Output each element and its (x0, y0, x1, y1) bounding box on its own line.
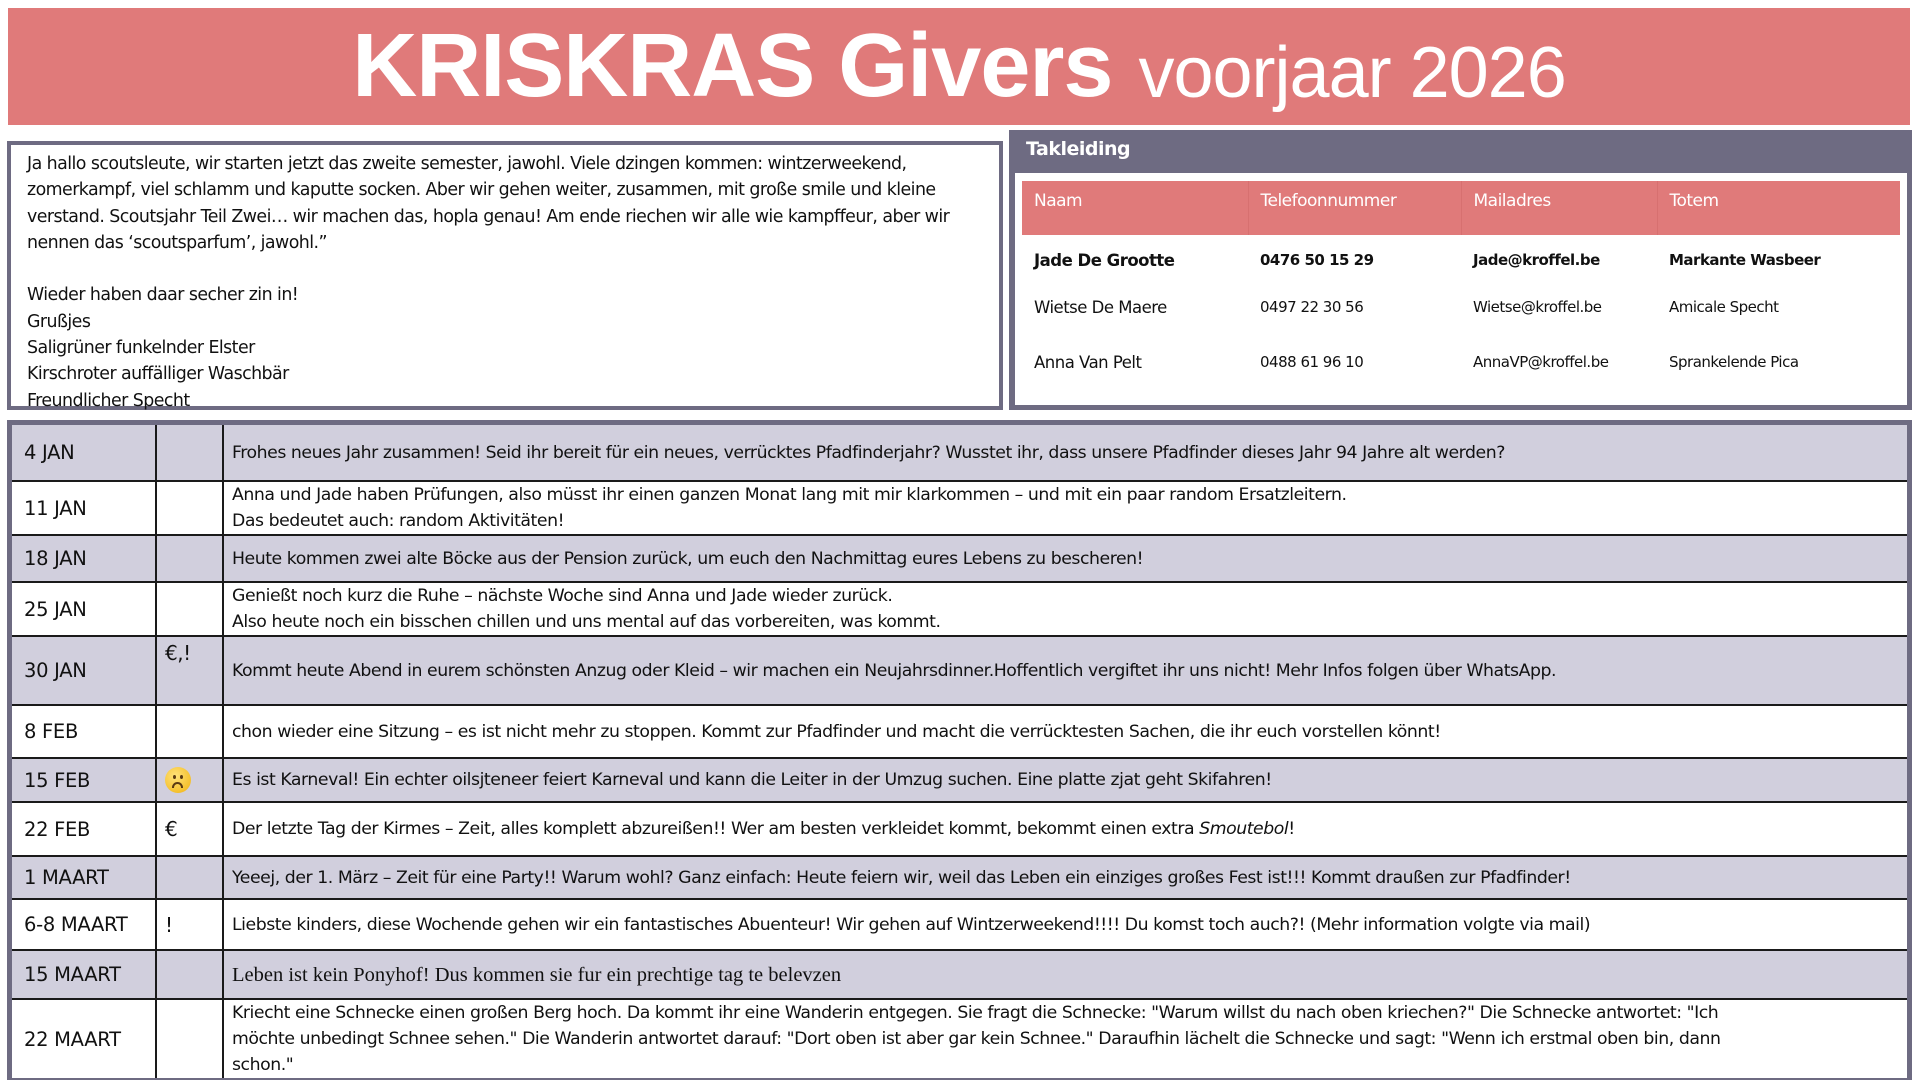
schedule-row (12, 899, 1907, 950)
euro-icon: € (156, 802, 223, 856)
euro-exclamation-icon: €,! (156, 636, 223, 705)
description-line: Anna und Jade haben Prüfungen, also müsst ihr einen ganzen Monat lang mit mir klarkommen – und mit ein paar random Ersatzleitern. (232, 485, 1347, 505)
description-emphasis: Smoutebol (1199, 819, 1289, 839)
schedule-icon-cell (156, 705, 223, 758)
schedule-description (223, 950, 1907, 999)
schedule-description (223, 425, 1907, 481)
schedule-icon-cell (156, 425, 223, 481)
leadership-header-row (1022, 181, 1900, 235)
description-line: Kriecht eine Schnecke einen großen Berg hoch. Da kommt ihr eine Wanderin entgegen. Sie fragt die Schnecke: "Warum willst du nach oben kriechen?" Die Schnecke antwortet: "Ich (232, 1003, 1719, 1023)
schedule-row (12, 999, 1907, 1078)
schedule-date: 6-8 MAART (12, 899, 156, 950)
schedule-description (223, 535, 1907, 582)
schedule-icon-cell (156, 950, 223, 999)
schedule-description (223, 999, 1907, 1078)
schedule-description (223, 856, 1907, 899)
schedule-description (223, 582, 1907, 636)
schedule-date: 22 FEB (12, 802, 156, 856)
leadership-table (1022, 181, 1900, 391)
leader-name: Jade De Grootte (1034, 250, 1175, 270)
schedule-icon-cell (156, 535, 223, 582)
leader-name: Anna Van Pelt (1034, 352, 1142, 372)
intro-paragraph: Ja hallo scoutsleute, wir starten jetzt das zweite semester, jawohl. Viele dzingen kommen: wintzerweekend, zomerkampf, viel schlamm und kaputte socken. Aber wir gehen weiter, zusammen, mit große smile und kleine verstand. Scoutsjahr Teil Zwei… wir machen das, hopla genau! Am ende riechen wir alle wie kampffeur, aber wir nennen das ‘scoutsparfum’, jawohl.” (27, 154, 955, 253)
page-header (8, 8, 1910, 125)
schedule-date: 30 JAN (12, 636, 156, 705)
description-text-end: ! (1288, 819, 1295, 839)
schedule-date: 15 MAART (12, 950, 156, 999)
schedule-description (223, 481, 1907, 535)
schedule-date: 22 MAART (12, 999, 156, 1078)
leader-email[interactable]: AnnaVP@kroffel.be (1473, 353, 1609, 371)
exclamation-icon: ! (156, 899, 223, 950)
schedule-row (12, 802, 1907, 856)
leader-name: Wietse De Maere (1034, 297, 1167, 317)
description-line: Liebste kinders, diese Wochende gehen wir ein fantastisches Abuenteur! Wir gehen auf Wintzerweekend!!!! Du komst toch auch?! (Mehr information volgte via mail) (232, 914, 1591, 935)
description-line: Also heute noch ein bisschen chillen und uns mental auf das vorbereiten, was kommt. (232, 612, 941, 632)
column-header-telefoonnummer: Telefoonnummer (1248, 181, 1461, 235)
schedule-row (12, 481, 1907, 535)
schedule-description (223, 899, 1907, 950)
schedule-date: 8 FEB (12, 705, 156, 758)
schedule-date: 25 JAN (12, 582, 156, 636)
leadership-table-container (1015, 173, 1907, 405)
schedule-table (12, 425, 1907, 1078)
description-line: chon wieder eine Sitzung – es ist nicht mehr zu stoppen. Kommt zur Pfadfinder und macht die verrücktesten Sachen, die ihr euch vorstellen könnt! (232, 721, 1441, 742)
schedule-icon-cell (156, 856, 223, 899)
description-line: Yeeej, der 1. März – Zeit für eine Party!! Warum wohl? Ganz einfach: Heute feiern wir, weil das Leben ein einziges großes Fest ist!!! Kommt draußen zur Pfadfinder! (232, 867, 1571, 888)
description-line: schon." (232, 1055, 294, 1075)
description-line: Es ist Karneval! Ein echter oilsjteneer feiert Karneval und kann die Leiter in der Umzug suchen. Eine platte zjat geht Skifahren! (232, 770, 1272, 790)
schedule-row (12, 582, 1907, 636)
intro-closing: Wieder haben daar secher zin in! (27, 285, 299, 306)
schedule-icon-cell (156, 999, 223, 1078)
frowning-face-icon (165, 767, 191, 793)
leader-row (1022, 333, 1900, 391)
schedule-icon-cell (156, 758, 223, 802)
leader-phone[interactable]: 0476 50 15 29 (1260, 251, 1374, 269)
leader-row (1022, 275, 1900, 333)
page-title: KRISKRAS Givers (352, 16, 1113, 116)
schedule-row (12, 636, 1907, 705)
schedule-row (12, 425, 1907, 481)
column-header-mailadres: Mailadres (1461, 181, 1657, 235)
schedule-date: 1 MAART (12, 856, 156, 899)
leader-email[interactable]: Wietse@kroffel.be (1473, 298, 1602, 316)
leader-phone[interactable]: 0497 22 30 56 (1260, 298, 1364, 316)
schedule-date: 18 JAN (12, 535, 156, 582)
schedule-date: 11 JAN (12, 481, 156, 535)
leader-totem: Markante Wasbeer (1669, 251, 1821, 269)
signature-3: Freundlicher Specht (27, 390, 190, 411)
schedule-row (12, 535, 1907, 582)
schedule-icon-cell (156, 481, 223, 535)
column-header-naam: Naam (1022, 181, 1248, 235)
description-line: Genießt noch kurz die Ruhe – nächste Woche sind Anna und Jade wieder zurück. (232, 586, 893, 606)
leader-totem: Amicale Specht (1669, 298, 1779, 316)
intro-text (27, 151, 992, 414)
signature-1: Saligrüner funkelnder Elster (27, 338, 255, 359)
leader-phone[interactable]: 0488 61 96 10 (1260, 353, 1364, 371)
schedule-table-container (7, 420, 1912, 1080)
leader-totem: Sprankelende Pica (1669, 353, 1799, 371)
description-line: Frohes neues Jahr zusammen! Seid ihr bereit für ein neues, verrücktes Pfadfinderjahr? Wusstet ihr, dass unsere Pfadfinder dieses Jahr 94 Jahre alt werden? (232, 442, 1505, 463)
page-subtitle: voorjaar 2026 (1138, 32, 1566, 113)
schedule-date: 4 JAN (12, 425, 156, 481)
schedule-icon-cell (156, 582, 223, 636)
column-header-totem: Totem (1657, 181, 1900, 235)
intro-greeting: Grußjes (27, 311, 91, 332)
description-text: Der letzte Tag der Kirmes – Zeit, alles komplett abzureißen!! Wer am besten verkleidet kommt, bekommt einen extra (232, 819, 1200, 839)
signature-2: Kirschroter auffälliger Waschbär (27, 364, 289, 385)
schedule-description (223, 758, 1907, 802)
description-line: Heute kommen zwei alte Böcke aus der Pension zurück, um euch den Nachmittag eures Lebens zu bescheren! (232, 548, 1144, 569)
schedule-description (223, 636, 1907, 705)
schedule-row (12, 758, 1907, 802)
leader-row (1022, 235, 1900, 275)
schedule-row (12, 950, 1907, 999)
leadership-panel (1009, 130, 1912, 410)
leader-email[interactable]: Jade@kroffel.be (1473, 251, 1600, 269)
schedule-description (223, 802, 1907, 856)
intro-box (7, 141, 1003, 410)
schedule-description (223, 705, 1907, 758)
schedule-row (12, 705, 1907, 758)
leadership-title: Takleiding (1026, 138, 1131, 160)
description-line: Das bedeutet auch: random Aktivitäten! (232, 511, 565, 531)
schedule-date: 15 FEB (12, 758, 156, 802)
description-line: Kommt heute Abend in eurem schönsten Anzug oder Kleid – wir machen ein Neujahrsdinner.Hoffentlich vergiftet ihr uns nicht! Mehr Infos folgen über WhatsApp. (232, 660, 1557, 681)
description-line: Leben ist kein Ponyhof! Dus kommen sie fur ein prechtige tag te belevzen (232, 963, 842, 986)
schedule-row (12, 856, 1907, 899)
description-line: möchte unbedingt Schnee sehen." Die Wanderin antwortet darauf: "Dort oben ist aber gar kein Schnee." Daraufhin lächelt die Schnecke und sagt: "Wenn ich erstmal oben bin, dann (232, 1029, 1721, 1049)
